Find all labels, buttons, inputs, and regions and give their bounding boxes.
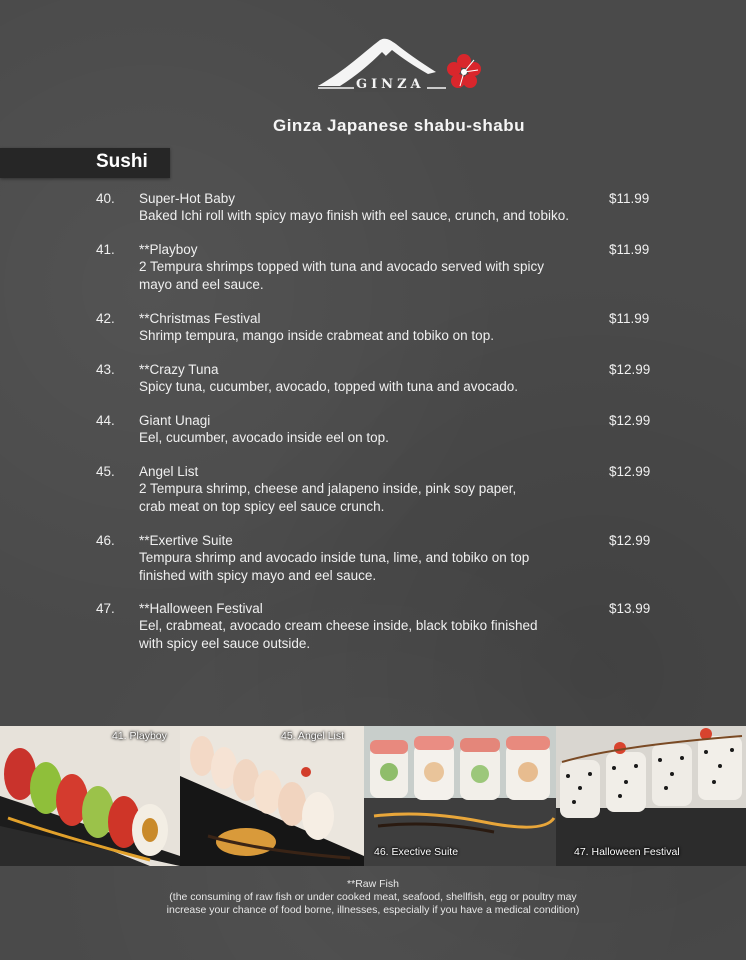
item-name: Super-Hot Baby — [139, 191, 236, 206]
item-number: 42. — [96, 311, 115, 326]
item-description-line: 2 Tempura shrimp, cheese and jalapeno inside, pink soy paper, — [139, 481, 517, 496]
photo-angel-list — [180, 726, 364, 866]
photo-caption: 46. Exective Suite — [374, 846, 459, 858]
photo-playboy — [0, 726, 180, 866]
item-price: $11.99 — [609, 242, 650, 257]
photo-caption: 41. Playboy — [112, 730, 167, 742]
item-description-line: Spicy tuna, cucumber, avocado, topped with tuna and avocado. — [139, 379, 519, 394]
item-description-line: finished with spicy mayo and eel sauce. — [139, 567, 377, 583]
section-title: Sushi — [96, 151, 148, 172]
item-description — [139, 327, 609, 345]
item-price: $11.99 — [609, 311, 650, 326]
photo-exective-suite — [364, 726, 556, 866]
item-price: $12.99 — [609, 413, 651, 428]
item-number: 40. — [96, 191, 115, 206]
item-name: **Playboy — [139, 242, 198, 257]
sushi-roll-image-icon — [556, 726, 746, 866]
sushi-roll-image-icon — [0, 726, 180, 866]
photo-caption: 47. Halloween Festival — [574, 846, 680, 858]
item-number: 41. — [96, 242, 115, 257]
item-description-line: Shrimp tempura, mango inside crabmeat and tobiko on top. — [139, 328, 494, 343]
item-description-line: with spicy eel sauce outside. — [139, 635, 311, 651]
item-description — [139, 429, 609, 447]
item-description-line: Eel, cucumber, avocado inside eel on top. — [139, 430, 389, 445]
item-name: Giant Unagi — [139, 413, 211, 428]
item-name: **Halloween Festival — [139, 601, 263, 616]
item-description — [139, 258, 609, 293]
item-name: **Crazy Tuna — [139, 362, 219, 377]
item-description-line: mayo and eel sauce. — [139, 276, 264, 292]
item-description-line: Tempura shrimp and avocado inside tuna, lime, and tobiko on top — [139, 550, 530, 565]
item-price: $12.99 — [609, 533, 651, 548]
item-price: $12.99 — [609, 362, 651, 377]
item-number: 45. — [96, 464, 115, 479]
disclaimer-line: increase your chance of food borne, illnesses, especially if you have a medical condition) — [166, 904, 580, 916]
photo-strip — [0, 726, 746, 866]
item-description-line: Baked Ichi roll with spicy mayo finish with eel sauce, crunch, and tobiko. — [139, 208, 569, 223]
item-number: 43. — [96, 362, 115, 377]
photo-caption: 45. Angel List — [281, 730, 345, 742]
ginza-logo — [316, 34, 488, 96]
item-name: Angel List — [139, 464, 199, 479]
item-description — [139, 480, 609, 515]
section-header-bar — [0, 148, 170, 178]
disclaimer-line: (the consuming of raw fish or under cooked meat, seafood, shellfish, egg or poultry may — [169, 891, 577, 903]
item-description-line: crab meat on top spicy eel sauce crunch. — [139, 498, 385, 514]
item-description-line: 2 Tempura shrimps topped with tuna and avocado served with spicy — [139, 259, 544, 274]
item-description — [139, 549, 609, 584]
item-name: **Exertive Suite — [139, 533, 233, 548]
item-name: **Christmas Festival — [139, 311, 261, 326]
sushi-roll-image-icon — [180, 726, 364, 866]
restaurant-name: Ginza Japanese shabu-shabu — [272, 116, 525, 135]
photo-halloween-festival — [556, 726, 746, 866]
item-number: 44. — [96, 413, 115, 428]
item-price: $13.99 — [609, 601, 651, 616]
item-description — [139, 617, 609, 652]
item-number: 47. — [96, 601, 115, 616]
item-price: $11.99 — [609, 191, 650, 206]
item-description — [139, 207, 609, 225]
raw-fish-disclaimer — [0, 878, 746, 917]
item-description — [139, 378, 609, 396]
disclaimer-title: **Raw Fish — [347, 878, 399, 890]
item-description-line: Eel, crabmeat, avocado cream cheese inside, black tobiko finished — [139, 618, 538, 633]
item-price: $12.99 — [609, 464, 651, 479]
item-number: 46. — [96, 533, 115, 548]
logo-text: GINZA — [356, 77, 425, 92]
sushi-roll-image-icon — [364, 726, 556, 866]
